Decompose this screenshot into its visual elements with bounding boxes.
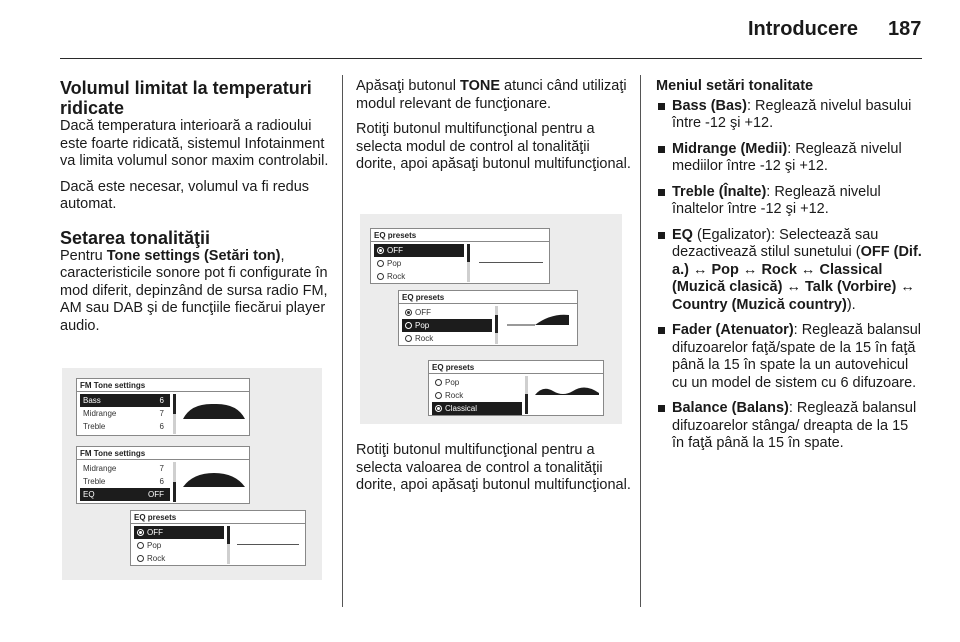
radio-icon xyxy=(377,273,384,280)
bass-level-curve xyxy=(181,399,247,421)
scrollbar-thumb xyxy=(495,315,498,333)
section-title: Introducere xyxy=(748,18,859,40)
scrollbar-thumb xyxy=(525,394,528,414)
row-midrange: Midrange 7 xyxy=(83,464,164,473)
panel-title: FM Tone settings xyxy=(80,381,146,390)
radio-icon xyxy=(435,392,442,399)
radio-selected-icon xyxy=(435,405,442,412)
list-item-balance: Balance (Balans): Reglează balansul difuzoarelor stânga/ dreapta de la 15 în faţă până la 15 în spate. xyxy=(656,400,924,453)
radio-icon xyxy=(377,260,384,267)
panel-title: EQ presets xyxy=(432,363,475,372)
radio-selected-icon xyxy=(377,247,384,254)
radio-icon xyxy=(405,335,412,342)
scrollbar-thumb xyxy=(173,482,176,502)
row-rock: Rock xyxy=(374,270,464,283)
row-off: OFF xyxy=(374,244,464,257)
paragraph-tone-settings: Pentru Tone settings (Setări ton), caracteristicile sonore pot fi configurate în mod diferit, depinzând de sursa radio FM, AM sau DAB şi de funcţiile fiecărui player audio. xyxy=(60,247,328,334)
panel-title: EQ presets xyxy=(134,513,177,522)
left-column xyxy=(60,78,332,343)
list-item-fader: Fader (Atenuator): Reglează balansul difuzoarelor faţă/spate de la 15 în faţă până la 15 în spate la un autovehicul cu un model de sistem cu 6 difuzoare. xyxy=(656,322,924,392)
flat-eq-line xyxy=(479,262,543,263)
row-eq: EQ OFF xyxy=(80,488,170,501)
radio-icon xyxy=(137,542,144,549)
tone-settings-term: Tone settings (Setări ton) xyxy=(106,247,281,264)
eq-curve xyxy=(181,467,247,489)
scrollbar-thumb xyxy=(467,244,470,262)
eq-presets-panel-3 xyxy=(428,360,604,416)
page-header xyxy=(0,0,960,60)
flat-eq-line xyxy=(237,544,299,545)
panel-title: FM Tone settings xyxy=(80,449,146,458)
middle-column xyxy=(356,78,634,182)
row-rock: Rock xyxy=(402,332,492,345)
panel-title: EQ presets xyxy=(402,293,445,302)
scrollbar-thumb xyxy=(173,394,176,414)
row-rock: Rock xyxy=(432,389,522,402)
row-midrange: Midrange 7 xyxy=(83,409,164,418)
classical-eq-curve xyxy=(533,379,601,403)
row-classical: Classical xyxy=(432,402,522,415)
row-off: OFF xyxy=(402,306,492,319)
eq-presets-panel-2 xyxy=(398,290,578,346)
paragraph-select-mode: Rotiţi butonul multifuncţional pentru a selecta modul de control al tonalităţii dorite, apoi apăsaţi butonul multifuncţional. xyxy=(356,121,631,172)
tone-button-term: TONE xyxy=(460,78,501,94)
row-pop: Pop xyxy=(134,539,224,552)
paragraph-press-tone: Apăsaţi butonul TONE atunci când utilizaţi modul relevant de funcţionare. xyxy=(356,78,627,112)
heading-tone-menu: Meniul setări tonalitate xyxy=(656,78,814,94)
row-pop: Pop xyxy=(374,257,464,270)
list-item-eq: EQ (Egalizator): Selectează sau dezactivează stilul sunetului (OFF (Dif. a.) ↔ Pop ↔ Rock ↔ Classical (Muzică clasică) ↔ Talk (Vorbire) ↔ Country (Muzică country)). xyxy=(656,227,924,315)
paragraph-volume-limit: Dacă temperatura interioară a radioului este foarte ridicată, sistemul Infotainment va limita volumul sonor maxim controlabil. xyxy=(60,118,329,169)
row-pop: Pop xyxy=(432,376,522,389)
list-item-midrange: Midrange (Medii): Reglează nivelul mediilor între -12 şi +12. xyxy=(656,141,924,176)
right-column xyxy=(656,78,924,461)
radio-icon xyxy=(405,322,412,329)
fm-tone-panel-2 xyxy=(76,446,250,504)
row-treble: Treble 6 xyxy=(83,477,164,486)
row-rock: Rock xyxy=(134,552,224,565)
middle-illustration xyxy=(360,214,622,424)
row-bass: Bass 6 xyxy=(80,394,170,407)
pop-eq-curve xyxy=(505,311,573,333)
row-off: OFF xyxy=(134,526,224,539)
paragraph-auto-reduce: Dacă este necesar, volumul va fi redus automat. xyxy=(60,178,310,212)
paragraph-select-value: Rotiţi butonul multifuncţional pentru a selecta valoarea de control a tonalităţii dorite, apoi apăsaţi butonul multifuncţional. xyxy=(356,442,631,493)
eq-presets-panel xyxy=(130,510,306,566)
radio-icon xyxy=(435,379,442,386)
middle-column-lower xyxy=(356,442,634,503)
radio-selected-icon xyxy=(137,529,144,536)
column-divider-1 xyxy=(342,75,343,607)
row-treble: Treble 6 xyxy=(83,422,164,431)
column-divider-2 xyxy=(640,75,641,607)
header-divider xyxy=(60,58,922,59)
heading-tone-settings: Setarea tonalităţii xyxy=(60,227,211,248)
tone-menu-list xyxy=(656,98,924,453)
left-illustration xyxy=(62,368,322,580)
heading-volume-limit: Volumul limitat la temperaturi ridicate xyxy=(60,78,312,118)
radio-icon xyxy=(137,555,144,562)
row-pop: Pop xyxy=(402,319,492,332)
scrollbar-thumb xyxy=(227,526,230,544)
list-item-treble: Treble (Înalte): Reglează nivelul înaltelor între -12 şi +12. xyxy=(656,184,924,219)
eq-presets-panel-1 xyxy=(370,228,550,284)
page-number: 187 xyxy=(888,18,922,40)
panel-title: EQ presets xyxy=(374,231,417,240)
list-item-bass: Bass (Bas): Reglează nivelul basului între -12 şi +12. xyxy=(656,98,924,133)
fm-tone-panel-1 xyxy=(76,378,250,436)
radio-selected-icon xyxy=(405,309,412,316)
